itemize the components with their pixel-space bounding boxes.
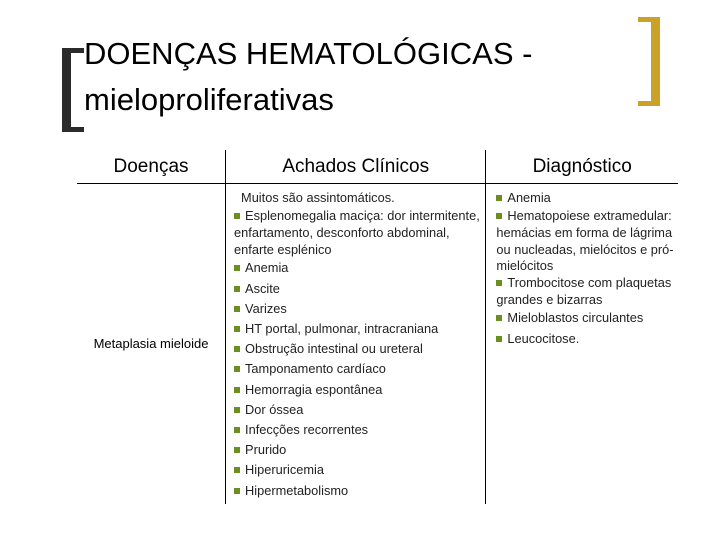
- list-item: Infecções recorrentes: [234, 420, 485, 440]
- left-bracket: [62, 48, 71, 132]
- list-item: Esplenomegalia maciça: dor intermitente, enfartamento, desconforto abdominal, enfarte esplénico: [234, 208, 480, 257]
- list-item: Trombocitose com plaquetas grandes e bizarras: [496, 275, 672, 307]
- right-bracket: [651, 17, 660, 106]
- list-item: Hiperuricemia: [234, 460, 485, 480]
- bullet-icon: [234, 346, 240, 352]
- bullet-icon: [234, 326, 240, 332]
- list-item: Hipermetabolismo: [234, 481, 485, 501]
- bullet-icon: [496, 315, 502, 321]
- bullet-icon: [234, 447, 240, 453]
- list-item: Hematopoiese extramedular: hemácias em forma de lágrima ou nucleadas, mielócitos e pró-mielócitos: [496, 208, 674, 274]
- bullet-icon: [234, 265, 240, 271]
- bullet-icon: [234, 286, 240, 292]
- table-row: [77, 184, 678, 504]
- header-achados-clinicos: Achados Clínicos: [226, 150, 486, 184]
- findings-cell: [226, 184, 486, 504]
- list-item: Hemorragia espontânea: [234, 380, 485, 400]
- list-item: Anemia: [496, 188, 676, 208]
- list-item: Tamponamento cardíaco: [234, 359, 485, 379]
- bullet-icon: [496, 213, 502, 219]
- list-item: Varizes: [234, 299, 485, 319]
- right-bracket-top: [638, 17, 660, 22]
- diagnosis-cell: [486, 184, 678, 504]
- bullet-icon: [234, 213, 240, 219]
- bullet-icon: [234, 488, 240, 494]
- bullet-icon: [234, 366, 240, 372]
- bullet-icon: [496, 195, 502, 201]
- findings-intro: Muitos são assintomáticos.: [241, 190, 395, 205]
- disease-cell: Metaplasia mieloide: [77, 184, 226, 504]
- list-item: Leucocitose.: [496, 329, 676, 349]
- list-item: Prurido: [234, 440, 485, 460]
- list-item: HT portal, pulmonar, intracraniana: [234, 319, 485, 339]
- bullet-icon: [234, 387, 240, 393]
- left-bracket-top: [62, 48, 84, 53]
- list-item: Anemia: [234, 258, 485, 278]
- bullet-icon: [234, 467, 240, 473]
- title-line-1: DOENÇAS HEMATOLÓGICAS -: [84, 36, 533, 71]
- header-doencas: Doenças: [77, 150, 226, 184]
- table-header-row: [77, 150, 678, 184]
- bullet-icon: [234, 427, 240, 433]
- list-item: Dor óssea: [234, 400, 485, 420]
- slide-title: [84, 31, 644, 123]
- list-item: Mieloblastos circulantes: [496, 308, 676, 328]
- bullet-icon: [496, 336, 502, 342]
- list-item: Obstrução intestinal ou ureteral: [234, 339, 485, 359]
- bullet-icon: [234, 407, 240, 413]
- header-diagnostico: Diagnóstico: [486, 150, 678, 184]
- bullet-icon: [234, 306, 240, 312]
- title-line-2: mieloproliferativas: [84, 82, 334, 117]
- bullet-icon: [496, 280, 502, 286]
- left-bracket-bottom: [62, 127, 84, 132]
- list-item: Ascite: [234, 279, 485, 299]
- disease-table: [77, 150, 678, 504]
